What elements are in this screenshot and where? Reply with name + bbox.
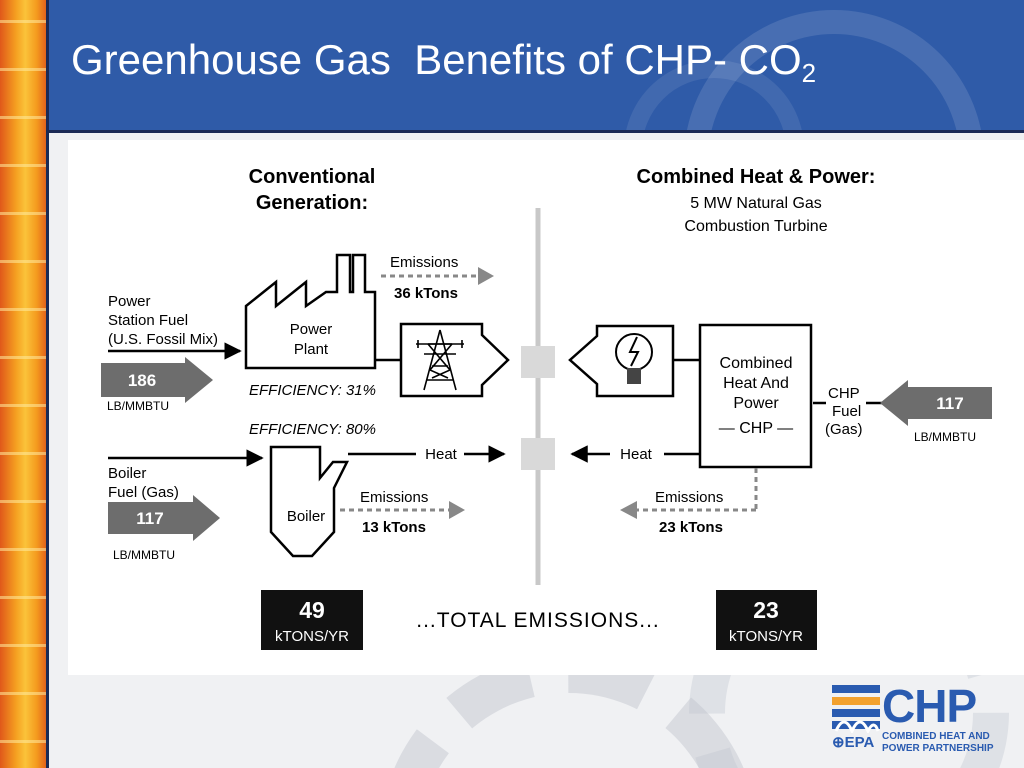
chp-subheading-line1: 5 MW Natural Gas — [690, 195, 822, 212]
stripe-band — [0, 68, 46, 71]
slide-title — [71, 36, 816, 89]
chp-unit-label-line3: Power — [733, 395, 779, 412]
logo-partnership — [882, 731, 994, 755]
power-plant-label-line1: Power — [289, 321, 333, 338]
title-bar — [49, 0, 1024, 130]
stripe-band — [0, 404, 46, 407]
stripe-band — [0, 452, 46, 455]
chp-emissions-value: 23 kTons — [659, 519, 723, 536]
conventional-heading-line2: Generation: — [255, 192, 369, 214]
boiler-emissions-label: Emissions — [360, 489, 429, 506]
stripe-band — [0, 212, 46, 215]
boiler-efficiency: EFFICIENCY: 80% — [249, 421, 376, 438]
chp-emissions-arrowhead — [620, 501, 637, 519]
stripe-band — [0, 308, 46, 311]
power-fuel-value: 186 — [127, 371, 157, 390]
epa-chp-logo — [830, 680, 1010, 761]
boiler-emissions-value: 13 kTons — [362, 519, 426, 536]
conventional-total-value: 49 — [299, 597, 325, 623]
stripe-band — [0, 644, 46, 647]
stripe-band — [0, 356, 46, 359]
decorative-side-stripe — [0, 0, 46, 768]
chp-heat-label: Heat — [620, 446, 652, 463]
stripe-band — [0, 692, 46, 695]
grid-connector-block — [521, 346, 555, 378]
slide-title-subscript: 2 — [801, 58, 817, 88]
chp-heading: Combined Heat & Power: — [636, 166, 876, 188]
stripe-band — [0, 20, 46, 23]
diagram-panel — [68, 140, 1024, 675]
stripe-band — [0, 548, 46, 551]
chp-unit-label-line2: Heat And — [723, 375, 789, 392]
boiler-heat-label: Heat — [425, 446, 457, 463]
chp-fuel-label-line2: Fuel — [832, 403, 862, 420]
stripe-band — [0, 500, 46, 503]
boiler-fuel-unit: LB/MMBTU — [113, 548, 176, 562]
logo-partnership-line1: COMBINED HEAT AND — [882, 731, 990, 742]
chp-fuel-label-line1: CHP — [828, 385, 860, 402]
boiler-fuel-value: 117 — [136, 509, 164, 528]
plant-emissions-arrowhead — [478, 267, 494, 285]
stripe-band — [0, 596, 46, 599]
boiler-fuel-label-line1: Boiler — [108, 465, 147, 482]
boiler-fuel-value-arrow — [108, 495, 220, 541]
power-fuel-label-line2: Station Fuel — [108, 312, 189, 329]
chp-comparison-diagram — [68, 140, 1024, 675]
chp-unit-label-line1: Combined — [719, 355, 793, 372]
power-fuel-label-line3: (U.S. Fossil Mix) — [108, 331, 218, 348]
chp-unit-label-line4: — CHP — — [718, 420, 794, 437]
stripe-band — [0, 116, 46, 119]
chp-fuel-label-line3: (Gas) — [825, 421, 863, 438]
total-emissions-label: ...TOTAL EMISSIONS... — [416, 609, 660, 632]
chp-logo-mark-icon — [832, 685, 880, 733]
plant-emissions-label: Emissions — [390, 254, 459, 271]
logo-agency-text: EPA — [844, 734, 875, 751]
power-fuel-label-line1: Power — [108, 293, 151, 310]
boiler-emissions-arrowhead — [449, 501, 465, 519]
power-plant-efficiency: EFFICIENCY: 31% — [249, 382, 376, 399]
chp-fuel-unit: LB/MMBTU — [914, 430, 977, 444]
boiler-label: Boiler — [286, 508, 326, 525]
chp-total-value: 23 — [753, 597, 779, 623]
plant-emissions-value: 36 kTons — [394, 285, 458, 302]
logo-agency: ⊕EPA — [832, 734, 875, 751]
chp-fuel-value: 117 — [936, 394, 964, 413]
stripe-band — [0, 164, 46, 167]
logo-brand: CHP — [882, 680, 977, 732]
power-fuel-value-arrow — [101, 357, 213, 403]
boiler-icon — [271, 447, 347, 556]
power-plant-label-line2: Plant — [293, 341, 329, 358]
conventional-total-unit: kTONS/YR — [275, 628, 349, 645]
slide-title-text: Greenhouse Gas Benefits of CHP- CO — [71, 36, 802, 83]
heat-connector-block — [521, 438, 555, 470]
logo-partnership-line2: POWER PARTNERSHIP — [882, 743, 994, 754]
chp-total-unit: kTONS/YR — [729, 628, 803, 645]
stripe-band — [0, 740, 46, 743]
conventional-heading-line1: Conventional — [248, 166, 376, 188]
power-fuel-unit: LB/MMBTU — [107, 399, 170, 413]
chp-subheading-line2: Combustion Turbine — [684, 218, 828, 235]
boiler-fuel-label-line2: Fuel (Gas) — [108, 484, 179, 501]
chp-emissions-label: Emissions — [655, 489, 724, 506]
stripe-band — [0, 260, 46, 263]
